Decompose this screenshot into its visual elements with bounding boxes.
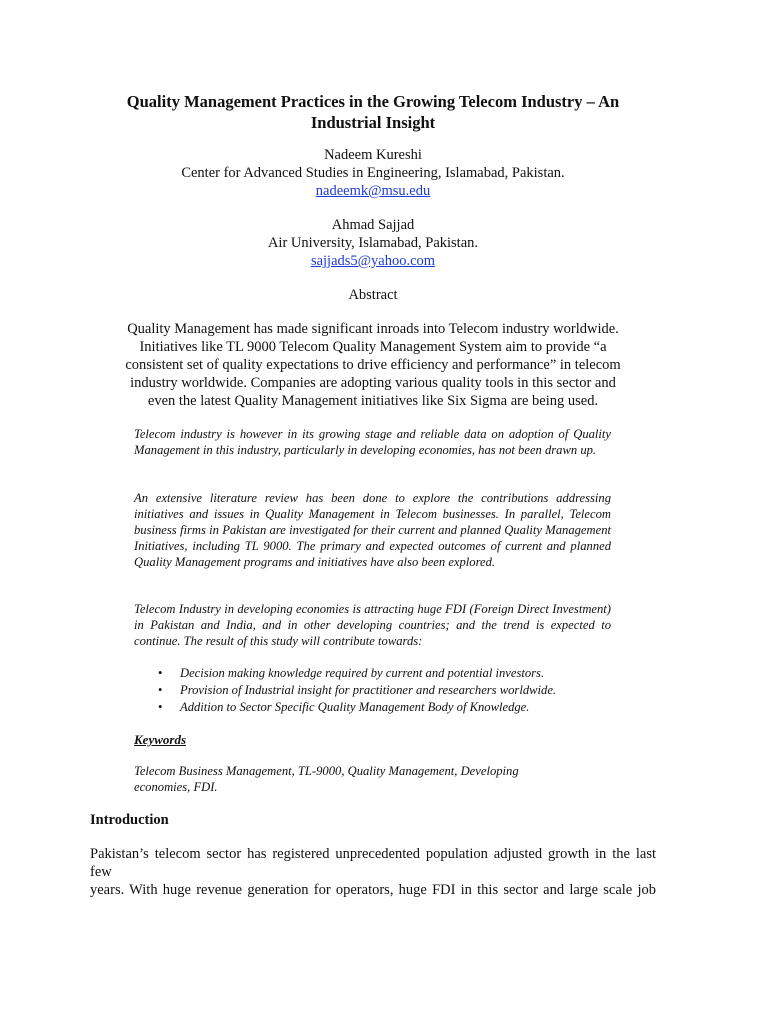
author-block-2 (90, 216, 656, 270)
list-item-text: Provision of Industrial insight for practitioner and researchers worldwide. (180, 683, 557, 697)
title-line-1: Quality Management Practices in the Growing Telecom Industry – An (126, 92, 620, 111)
author-name: Ahmad Sajjad (331, 217, 415, 233)
introduction-text (90, 845, 656, 899)
abstract-line: Quality Management has made significant inroads into Telecom industry worldwide. (127, 321, 619, 337)
author-affiliation: Air University, Islamabad, Pakistan. (267, 235, 479, 251)
introduction-line: years. With huge revenue generation for operators, huge FDI in this sector and large scale job (90, 882, 656, 898)
author-email-link[interactable]: sajjads5@yahoo.com (310, 253, 436, 269)
title-line-2: Industrial Insight (310, 113, 436, 132)
author-email-link[interactable]: nadeemk@msu.edu (315, 183, 431, 199)
introduction-heading: Introduction (90, 812, 169, 828)
abstract-line: consistent set of quality expectations to drive efficiency and performance” in telecom (125, 357, 621, 373)
list-item-text: Decision making knowledge required by current and potential investors. (180, 666, 545, 680)
paper-title (90, 91, 656, 133)
abstract-line: even the latest Quality Management initiatives like Six Sigma are being used. (147, 393, 599, 409)
keywords-text: Telecom Business Management, TL-9000, Quality Management, Developing economies, FDI. (134, 764, 519, 794)
list-item (134, 665, 614, 682)
abstract-italic-paragraph: Telecom industry is however in its growing stage and reliable data on adoption of Quality Management in this industry, particularly in developing economies, has not been drawn up. (134, 427, 611, 457)
abstract-italic-paragraph: An extensive literature review has been done to explore the contributions addressing initiatives and issues in Quality Management in Telecom businesses. In parallel, Telecom business firms in Pakistan are investigated for their current and planned Quality Management Initiatives, including TL 9000. The primary and expected outcomes of current and planned Quality Management programs and initiatives have also been explored. (134, 491, 611, 569)
bullet-icon: • (158, 666, 163, 680)
abstract-line: Initiatives like TL 9000 Telecom Quality Management System aim to provide “a (139, 339, 607, 355)
bullet-icon: • (158, 700, 163, 714)
abstract-line: industry worldwide. Companies are adopting various quality tools in this sector and (130, 375, 616, 391)
author-affiliation: Center for Advanced Studies in Engineering, Islamabad, Pakistan. (181, 165, 565, 181)
introduction-line: Pakistan’s telecom sector has registered unprecedented population adjusted growth in the last few (90, 846, 656, 880)
abstract-italic-paragraph: Telecom Industry in developing economies is attracting huge FDI (Foreign Direct Investment) in Pakistan and India, and in other developing countries; and the trend is expected to continue. The result of this study will contribute towards: (134, 602, 611, 648)
list-item (134, 682, 614, 699)
abstract-heading: Abstract (348, 287, 398, 303)
author-block-1 (90, 146, 656, 200)
bullet-icon: • (158, 683, 163, 697)
keywords-heading: Keywords (134, 732, 186, 747)
list-item (134, 699, 614, 716)
contribution-list (134, 665, 614, 716)
author-name: Nadeem Kureshi (324, 147, 422, 163)
list-item-text: Addition to Sector Specific Quality Management Body of Knowledge. (180, 700, 530, 714)
abstract-text (88, 320, 658, 410)
